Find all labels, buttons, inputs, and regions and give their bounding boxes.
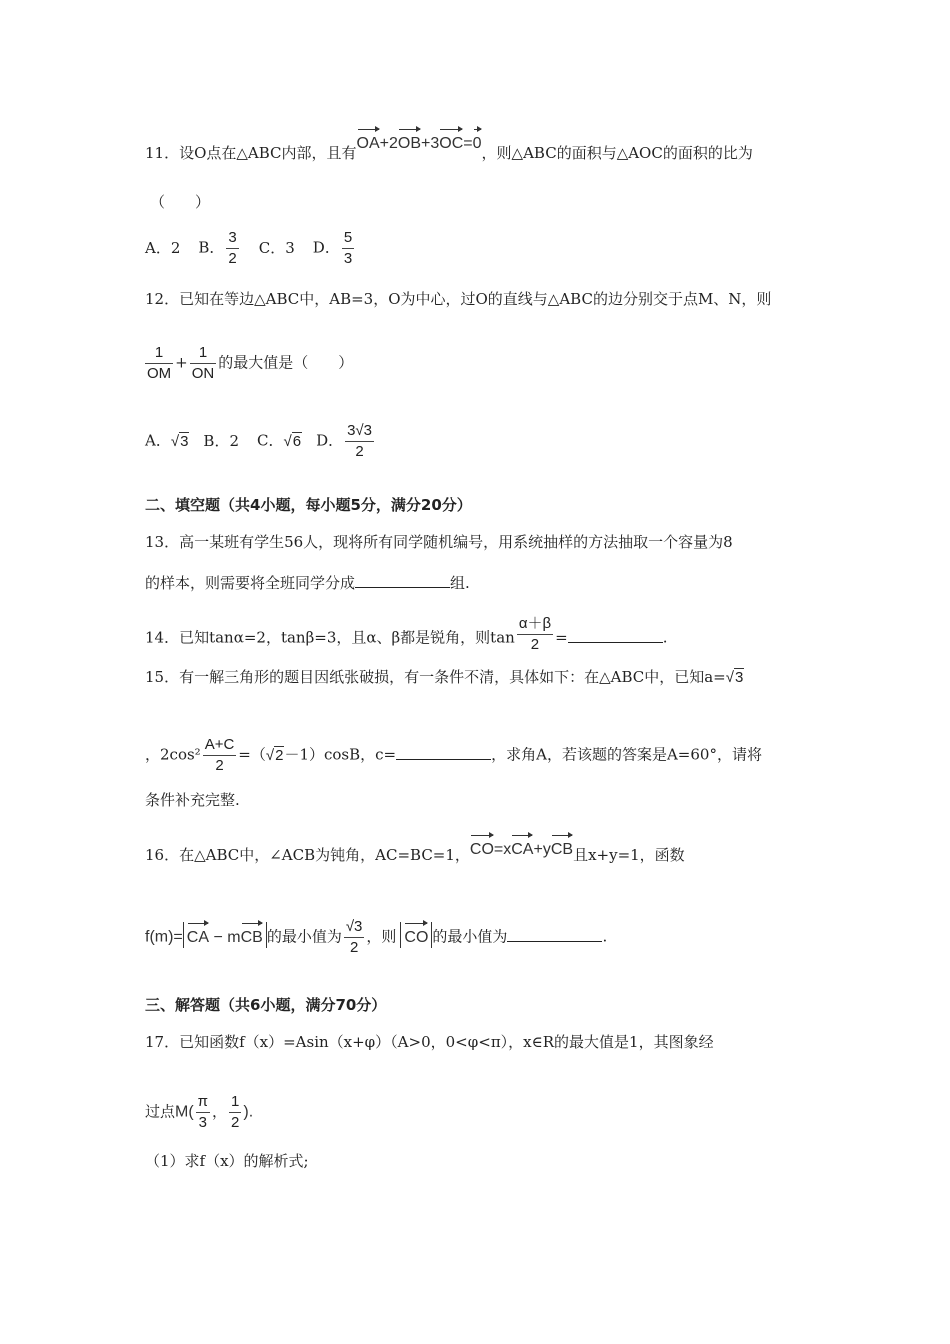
- q12-option-a-label: A．: [145, 431, 171, 450]
- q17-line1: 17．已知函数f（x）=Asin（x+φ）（A>0，0<φ<π），x∈R的最大值是1，其图象经: [145, 1033, 714, 1051]
- q11-option-d-label: D．: [312, 238, 340, 257]
- q15-answer-blank: [396, 743, 491, 760]
- q17-line2: [145, 1092, 253, 1133]
- q12-number: 12．: [145, 290, 180, 308]
- q14-fraction: $\frac{\alpha+\beta}{2}$: [518, 615, 552, 653]
- q16-text3: 的最小值为: [266, 927, 342, 946]
- q11-option-b-label: B．: [198, 238, 225, 257]
- q12-option-d-label: D．: [316, 431, 344, 450]
- q11-vector-formula: OA+2OB+3OC=0: [357, 135, 482, 152]
- q12-fraction-om: $\frac{1}{OM}$: [147, 344, 172, 382]
- q16-fm-label: f(m)=: [145, 928, 183, 946]
- q13-answer-blank: [355, 571, 450, 588]
- q11-option-d-fraction: $\frac{5}{3}$: [343, 229, 353, 267]
- q17-point-label: M(: [175, 1103, 194, 1121]
- q16-min-fraction: $\frac{√3}{2}$: [345, 918, 363, 956]
- q15-text2a: ，2cos²: [145, 745, 201, 764]
- q14-line: [145, 615, 668, 659]
- q12-options: [145, 421, 376, 462]
- q12-option-c-sqrt: √6: [283, 432, 302, 450]
- q15-sqrt2: √2: [265, 746, 284, 764]
- q12-line1: [145, 289, 771, 309]
- q14-equals: =: [555, 628, 568, 647]
- q13-text: 的样本，则需要将全班同学分成: [145, 574, 356, 592]
- q15-fraction: $\frac{A+C}{2}$: [204, 736, 235, 774]
- q12-option-d-fraction: $\frac{3√3}{2}$: [347, 422, 373, 460]
- q12-fraction-on: $\frac{1}{ON}$: [191, 344, 215, 382]
- q11-option-b-fraction: $\frac{3}{2}$: [228, 229, 237, 267]
- q12-plus: +: [175, 353, 188, 372]
- q14-answer-blank: [568, 626, 663, 643]
- q16-text4: ，则: [366, 927, 397, 946]
- q15-line1: [145, 667, 744, 688]
- q12-option-c-label: C．: [257, 431, 284, 450]
- q17-text: 过点: [145, 1102, 176, 1121]
- q11-text: 设O点在△ABC内部，且有: [179, 144, 357, 162]
- q11-paren: （ ）: [150, 193, 211, 211]
- q17-fraction-pi3: $\frac{\pi}{3}$: [197, 1093, 209, 1131]
- q12-option-a-sqrt: √3: [170, 432, 189, 450]
- q16-line2: [145, 917, 607, 958]
- q14-end: .: [662, 628, 668, 647]
- q17-comma: ，: [212, 1102, 228, 1121]
- q11-line1: [145, 135, 753, 164]
- q15-text: 15．有一解三角形的题目因纸张破损，有一条件不清，具体如下：在△ABC中，已知a=: [145, 668, 726, 686]
- q12-text2: 的最大值是（ ）: [218, 353, 354, 372]
- q16-text2: 且x+y=1，函数: [573, 846, 685, 864]
- section-fill-in-heading: 二、填空题（共4小题，每小题5分，满分20分）: [145, 496, 472, 514]
- q11-text2: ，则△ABC的面积与△AOC的面积的比为: [481, 144, 753, 162]
- q16-text5: 的最小值为: [432, 927, 508, 946]
- q16-fm-abs: CA − mCB: [183, 922, 267, 948]
- q12-option-b: B．2: [203, 431, 239, 450]
- q11-number: 11．: [145, 144, 180, 162]
- q14-text: 14．已知tanα=2，tanβ=3，且α、β都是锐角，则tan: [145, 628, 515, 647]
- q16-text: 16．在△ABC中，∠ACB为钝角，AC=BC=1，: [145, 846, 470, 864]
- q17-subquestion-1: （1）求f（x）的解析式;: [145, 1152, 309, 1170]
- q15-sqrt3: √3: [725, 669, 744, 686]
- q12-line2: [143, 343, 353, 384]
- q15-text2b: =（: [238, 745, 266, 764]
- q15-line2: [145, 735, 762, 776]
- q15-line3: 条件补充完整.: [145, 791, 240, 809]
- section-solve-heading: 三、解答题（共6小题，满分70分）: [145, 996, 387, 1014]
- q16-co-abs: CO: [400, 922, 432, 948]
- q15-text2d: ，求角A，若该题的答案是A=60°，请将: [491, 745, 762, 764]
- q13-line2: [145, 571, 470, 593]
- q11-option-a: A．2: [145, 238, 181, 257]
- q13-text-end: 组.: [450, 574, 470, 592]
- q17-point-end: ).: [243, 1103, 254, 1121]
- q16-answer-blank: [507, 925, 602, 942]
- q16-line1: [145, 840, 685, 866]
- q12-text: 已知在等边△ABC中，AB=3，O为中心，过O的直线与△ABC的边分别交于点M、N，则: [179, 290, 772, 308]
- q13-line1: 13．高一某班有学生56人，现将所有同学随机编号，用系统抽样的方法抽取一个容量为8: [145, 533, 733, 551]
- q16-end: .: [602, 927, 608, 946]
- q11-options: [145, 228, 356, 269]
- q17-fraction-half: $\frac{1}{2}$: [231, 1093, 240, 1131]
- q16-vector-formula: CO=xCA+yCB: [470, 841, 573, 858]
- q11-option-c: C．3: [258, 238, 295, 257]
- q15-text2c: －1）cosB，c=: [284, 745, 397, 764]
